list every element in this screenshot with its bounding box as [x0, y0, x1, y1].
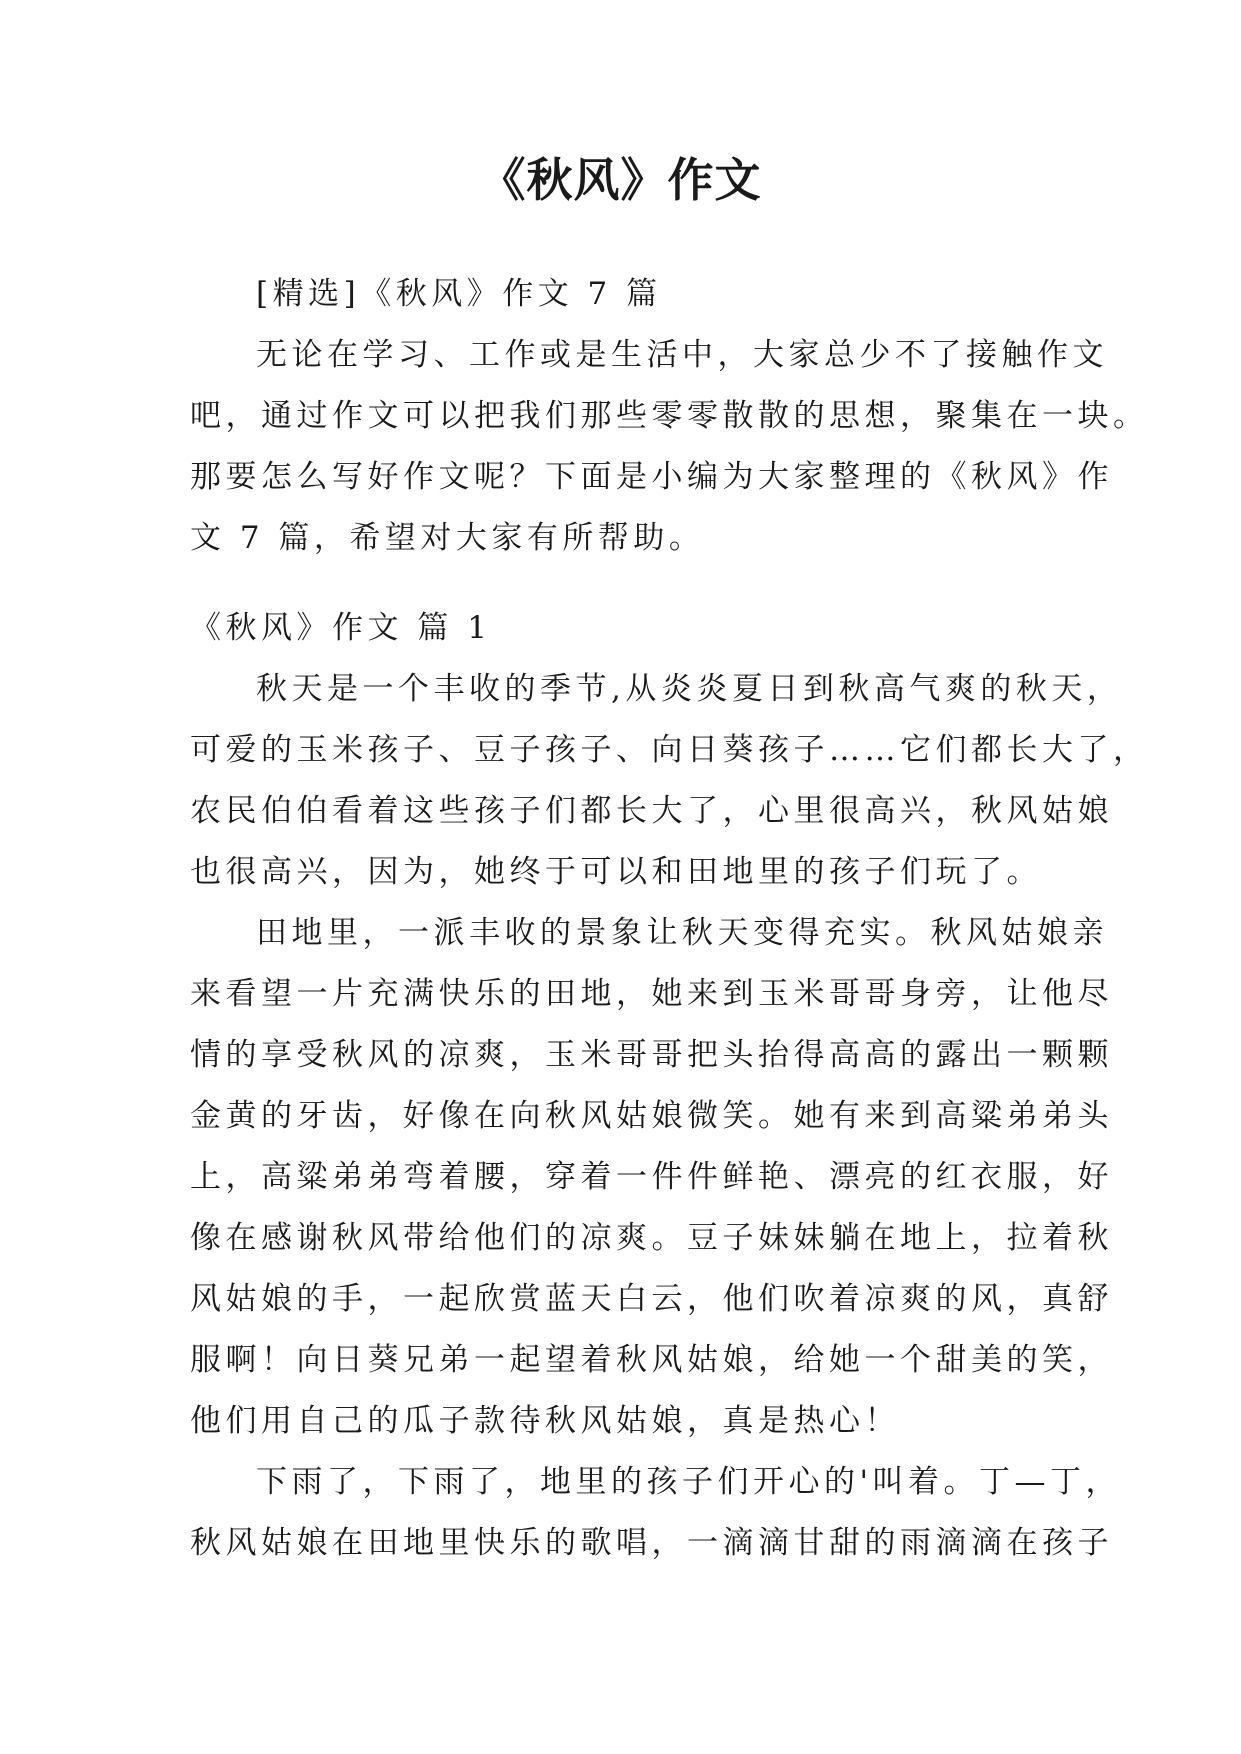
intro-line: 那要怎么写好作文呢？下面是小编为大家整理的《秋风》作 — [190, 459, 1113, 495]
intro-block — [190, 264, 1149, 569]
paragraph-line: 可爱的玉米孩子、豆子孩子、向日葵孩子……它们都长大了， — [190, 732, 1149, 768]
paragraph-line: 风姑娘的手，一起欣赏蓝天白云，他们吹着凉爽的风，真舒 — [190, 1281, 1113, 1317]
subtitle: [精选]《秋风》作文 7 篇 — [256, 276, 662, 312]
paragraph-line: 金黄的牙齿，好像在向秋风姑娘微笑。她有来到高粱弟弟头 — [190, 1098, 1113, 1134]
paragraph-line: 下雨了，下雨了，地里的孩子们开心的'叫着。丁—丁， — [256, 1464, 1122, 1500]
section-heading: 《秋风》作文 篇 1 — [190, 610, 492, 646]
paragraph-line: 农民伯伯看着这些孩子们都长大了，心里很高兴，秋风姑娘 — [190, 793, 1113, 829]
paragraph-line: 田地里，一派丰收的景象让秋天变得充实。秋风姑娘亲 — [256, 915, 1108, 951]
paragraph-line: 秋风姑娘在田地里快乐的歌唱，一滴滴甘甜的雨滴滴在孩子 — [190, 1525, 1113, 1561]
paragraph-line: 像在感谢秋风带给他们的凉爽。豆子妹妹躺在地上，拉着秋 — [190, 1220, 1113, 1256]
paragraph-line: 情的享受秋风的凉爽，玉米哥哥把头抬得高高的露出一颗颗 — [190, 1037, 1113, 1073]
document-title: 《秋风》作文 — [479, 153, 762, 207]
intro-line: 吧，通过作文可以把我们那些零零散散的思想，聚集在一块。 — [190, 398, 1149, 434]
paragraph-line: 上，高粱弟弟弯着腰，穿着一件件鲜艳、漂亮的红衣服，好 — [190, 1159, 1113, 1195]
paragraph-line: 他们用自己的瓜子款待秋风姑娘，真是热心！ — [190, 1403, 900, 1439]
paragraph-line: 来看望一片充满快乐的田地，她来到玉米哥哥身旁，让他尽 — [190, 976, 1113, 1012]
paragraph-line: 秋天是一个丰收的季节,从炎炎夏日到秋高气爽的秋天， — [256, 671, 1123, 707]
paragraph-line: 也很高兴，因为，她终于可以和田地里的孩子们玩了。 — [190, 854, 1042, 890]
paragraph-line: 服啊！向日葵兄弟一起望着秋风姑娘，给她一个甜美的笑， — [190, 1342, 1113, 1378]
intro-line: 文 7 篇，希望对大家有所帮助。 — [190, 520, 705, 556]
section-1 — [190, 598, 1149, 1574]
intro-line: 无论在学习、工作或是生活中，大家总少不了接触作文 — [256, 337, 1108, 373]
